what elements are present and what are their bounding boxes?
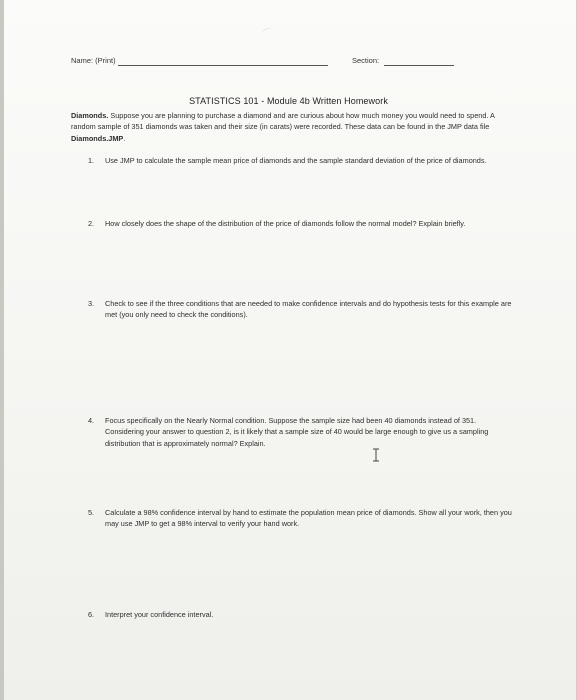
intro-paragraph (71, 110, 511, 144)
name-blank-line[interactable] (118, 65, 328, 66)
text-cursor-icon (371, 448, 381, 462)
question-number: 2. (88, 219, 95, 228)
question-number: 1. (88, 156, 95, 165)
question-number: 3. (88, 299, 95, 308)
question-6 (88, 609, 513, 620)
question-number: 4. (88, 416, 95, 425)
question-text: Check to see if the three conditions that are needed to make confidence intervals and do hypothesis tests for this example are met (you only need to check the conditions). (105, 299, 512, 320)
paper-mark (262, 26, 272, 34)
intro-lead: Diamonds. (71, 111, 109, 120)
question-5 (88, 507, 513, 530)
section-blank-line[interactable] (384, 65, 454, 66)
question-2 (88, 218, 513, 229)
question-number: 5. (88, 508, 95, 517)
intro-end: . (123, 133, 126, 143)
question-text: How closely does the shape of the distribution of the price of diamonds follow the normal model? Explain briefly. (105, 219, 466, 228)
question-text: Interpret your confidence interval. (105, 610, 214, 619)
intro-text: Suppose you are planning to purchase a diamond and are curious about how much money you would need to spend. A random sample of 351 diamonds was taken and their size (in carats) were recorded. These data can be found in the JMP data file (71, 111, 495, 132)
question-number: 6. (88, 610, 95, 619)
question-text: Focus specifically on the Nearly Normal condition. Suppose the sample size had been 40 diamonds instead of 351. Considering your answer to question 2, is it likely that a sample size of 40 would be large enough to give us a sampling distribution that is approximately normal? Explain. (105, 416, 489, 448)
question-3 (88, 298, 513, 321)
question-1 (88, 155, 513, 166)
question-text: Use JMP to calculate the sample mean price of diamonds and the sample standard deviation of the price of diamonds. (105, 156, 487, 165)
question-4 (88, 415, 513, 449)
section-label: Section: (352, 56, 380, 65)
data-file-name: Diamonds.JMP (71, 133, 124, 143)
page-title: STATISTICS 101 - Module 4b Written Homework (189, 96, 388, 106)
name-label: Name: (Print) (71, 56, 116, 65)
question-text: Calculate a 98% confidence interval by hand to estimate the population mean price of diamonds. Show all your work, then you may use JMP to get a 98% interval to verify your hand work. (105, 508, 512, 529)
